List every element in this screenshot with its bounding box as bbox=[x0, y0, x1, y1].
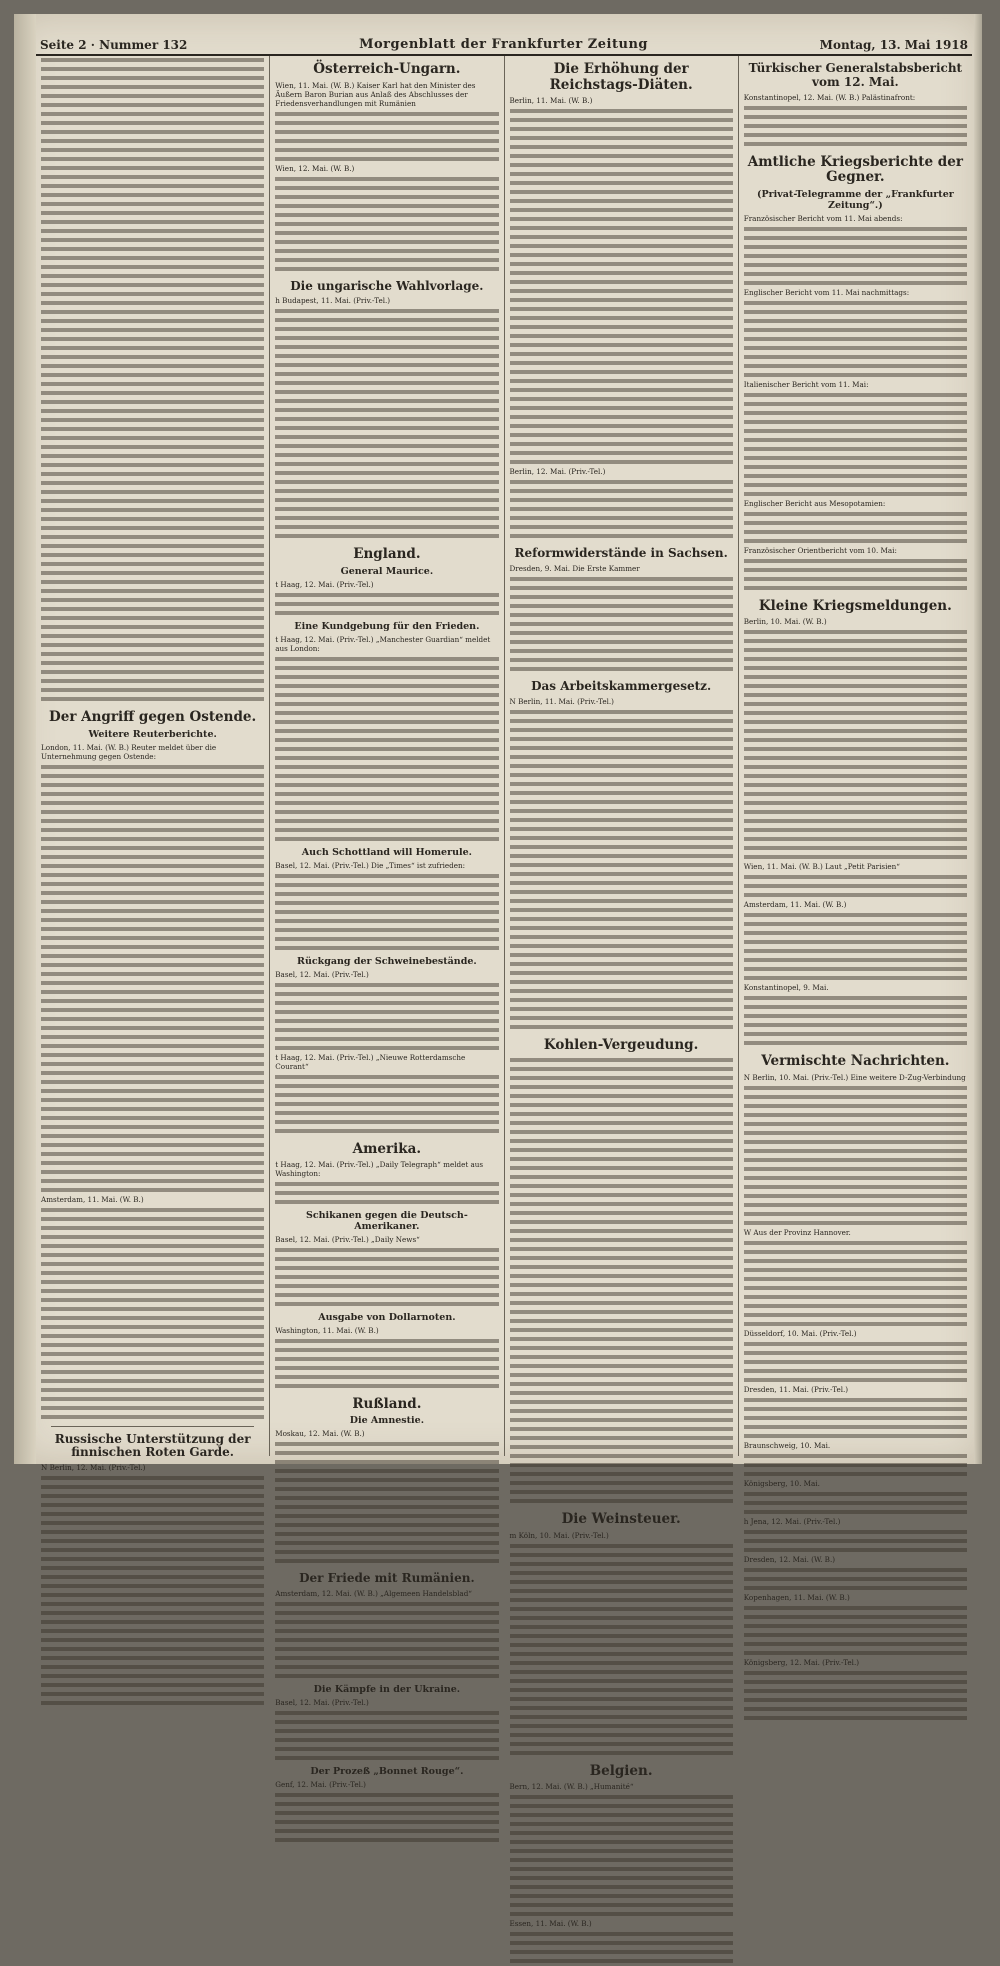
body-text bbox=[41, 1206, 264, 1422]
dateline: Konstantinopel, 12. Mai. (W. B.) Palästinafront: bbox=[743, 92, 916, 102]
dateline: N Berlin, 11. Mai. (Priv.-Tel.) bbox=[509, 696, 614, 706]
body-text bbox=[275, 981, 498, 1053]
dateline: h Budapest, 11. Mai. (Priv.-Tel.) bbox=[275, 296, 391, 306]
dateline: Amsterdam, 12. Mai. (W. B.) „Algemeen Handelsblad“ bbox=[275, 1589, 472, 1599]
dateline: Basel, 12. Mai. (Priv.-Tel.) bbox=[275, 1698, 369, 1708]
body-text bbox=[275, 591, 498, 618]
article-subheading: Die Amnestie. bbox=[349, 1415, 425, 1427]
dateline: Englischer Bericht aus Mesopotamien: bbox=[743, 498, 886, 508]
dateline: Französischer Bericht vom 11. Mai abends: bbox=[743, 213, 903, 223]
body-text bbox=[510, 708, 733, 1032]
body-text bbox=[744, 628, 967, 862]
body-text bbox=[744, 1340, 967, 1385]
article-heading: Der Friede mit Rumänien. bbox=[299, 1571, 475, 1586]
column-3 bbox=[505, 56, 739, 1929]
dateline: Kopenhagen, 11. Mai. (W. B.) bbox=[743, 1592, 850, 1602]
body-text bbox=[275, 1709, 498, 1763]
dateline: m Köln, 10. Mai. (Priv.-Tel.) bbox=[509, 1530, 609, 1540]
dateline: t Haag, 12. Mai. (Priv.-Tel.) „Nieuwe Rotterdamsche Courant“ bbox=[275, 1052, 466, 1071]
dateline: Französischer Orientbericht vom 10. Mai: bbox=[743, 545, 897, 555]
dateline: t Haag, 12. Mai. (Priv.-Tel.) bbox=[275, 579, 374, 589]
article-heading: Das Arbeitskammergesetz. bbox=[531, 678, 712, 693]
dateline: Washington, 11. Mai. (W. B.) bbox=[275, 1325, 379, 1335]
body-text bbox=[510, 575, 733, 674]
dateline: N Berlin, 12. Mai. (Priv.-Tel.) bbox=[41, 1463, 146, 1473]
page-binding bbox=[14, 14, 36, 1464]
article-heading: Kohlen-Vergeudung. bbox=[543, 1036, 699, 1053]
body-text bbox=[744, 1239, 967, 1329]
body-text bbox=[275, 1791, 498, 1845]
dateline: Essen, 11. Mai. (W. B.) bbox=[509, 1919, 592, 1929]
dateline: Königsberg, 10. Mai. bbox=[743, 1478, 820, 1488]
article-heading: Schikanen gegen die Deutsch-Amerikaner. bbox=[305, 1210, 468, 1233]
body-text bbox=[744, 104, 967, 149]
body-text bbox=[275, 1180, 498, 1207]
body-text bbox=[744, 1452, 967, 1479]
body-text bbox=[744, 1084, 967, 1228]
dateline: Basel, 12. Mai. (Priv.-Tel.) Die „Times“ ist zufrieden: bbox=[275, 860, 466, 870]
masthead: Morgenblatt der Frankfurter Zeitung bbox=[359, 37, 648, 52]
dateline: Italienischer Bericht vom 11. Mai: bbox=[743, 379, 869, 389]
body-text bbox=[41, 56, 264, 380]
article-heading: Österreich-Ungarn. bbox=[313, 61, 461, 77]
dateline: Berlin, 11. Mai. (W. B.) bbox=[509, 96, 593, 106]
article-subheading: General Maurice. bbox=[340, 565, 434, 577]
article-heading: Eine Kundgebung für den Frieden. bbox=[294, 620, 480, 632]
dateline: Genf, 12. Mai. (Priv.-Tel.) bbox=[275, 1780, 366, 1790]
body-text bbox=[275, 1440, 498, 1566]
article-heading: Kleine Kriegsmeldungen. bbox=[758, 597, 952, 614]
article-heading: Rußland. bbox=[352, 1395, 422, 1412]
article-heading: Vermischte Nachrichten. bbox=[761, 1053, 950, 1070]
body-text bbox=[744, 225, 967, 288]
body-text bbox=[275, 1246, 498, 1309]
body-text bbox=[744, 1566, 967, 1593]
body-text bbox=[744, 391, 967, 499]
body-text bbox=[744, 557, 967, 593]
body-text bbox=[41, 596, 264, 704]
column-area bbox=[36, 56, 972, 1929]
article-heading: Der Angriff gegen Ostende. bbox=[49, 709, 257, 725]
body-text bbox=[510, 1542, 733, 1758]
body-text bbox=[41, 763, 264, 1195]
dateline: Basel, 12. Mai. (Priv.-Tel.) bbox=[275, 969, 369, 979]
article-heading: Reformwiderstände in Sachsen. bbox=[514, 546, 728, 561]
article-subheading: Weitere Reuterberichte. bbox=[88, 728, 217, 740]
dateline: Konstantinopel, 9. Mai. bbox=[743, 983, 829, 993]
dateline: N Berlin, 10. Mai. (Priv.-Tel.) Eine weitere D-Zug-Verbindung bbox=[743, 1072, 966, 1082]
dateline: Dresden, 11. Mai. (Priv.-Tel.) bbox=[743, 1384, 849, 1394]
dateline: Dresden, 12. Mai. (W. B.) bbox=[743, 1554, 836, 1564]
dateline: Amsterdam, 11. Mai. (W. B.) bbox=[41, 1194, 144, 1204]
body-text bbox=[510, 478, 733, 541]
article-heading: Amerika. bbox=[352, 1140, 422, 1157]
dateline: Berlin, 12. Mai. (Priv.-Tel.) bbox=[509, 467, 606, 477]
body-text bbox=[744, 299, 967, 380]
body-text bbox=[275, 655, 498, 844]
dateline: Braunschweig, 10. Mai. bbox=[743, 1440, 831, 1450]
newspaper-page bbox=[14, 14, 982, 1929]
body-text bbox=[510, 1930, 733, 1966]
dateline: Wien, 11. Mai. (W. B.) Kaiser Karl hat den Minister des Äußern Baron Burian aus Anlaß des Abschlusses der Friedensverhandlungen mit Rumänien bbox=[275, 80, 476, 108]
column-2 bbox=[270, 56, 504, 1790]
body-text bbox=[510, 1056, 733, 1506]
column-4 bbox=[739, 56, 972, 1667]
body-text bbox=[275, 872, 498, 953]
body-text bbox=[744, 1669, 967, 1723]
dateline: Königsberg, 12. Mai. (Priv.-Tel.) bbox=[743, 1657, 860, 1667]
article-heading: Türkischer Generalstabsbericht vom 12. Mai. bbox=[748, 61, 963, 89]
issue-date: Montag, 13. Mai 1918 bbox=[819, 38, 968, 52]
dateline: London, 11. Mai. (W. B.) Reuter meldet über die Unternehmung gegen Ostende: bbox=[41, 742, 217, 761]
dateline: Wien, 12. Mai. (W. B.) bbox=[275, 163, 355, 173]
dateline: Bern, 12. Mai. (W. B.) „Humanité“ bbox=[509, 1782, 634, 1792]
article-heading: Auch Schottland will Homerule. bbox=[301, 846, 472, 858]
article-heading: England. bbox=[353, 546, 421, 563]
dateline: Amsterdam, 11. Mai. (W. B.) bbox=[743, 900, 847, 910]
article-heading: Die Weinsteuer. bbox=[561, 1511, 681, 1528]
article-subheading: (Privat-Telegramme der „Frankfurter Zeitung“.) bbox=[757, 188, 954, 211]
body-text bbox=[744, 911, 967, 983]
body-text bbox=[275, 1337, 498, 1391]
article-heading: Der Prozeß „Bonnet Rouge“. bbox=[310, 1766, 464, 1778]
page-number: Seite 2 · Nummer 132 bbox=[40, 38, 188, 52]
article-heading: Die Kämpfe in der Ukraine. bbox=[313, 1684, 461, 1696]
article-heading: Rückgang der Schweinebestände. bbox=[297, 955, 477, 967]
body-text bbox=[41, 1474, 264, 1708]
body-text bbox=[275, 1600, 498, 1681]
article-heading: Die ungarische Wahlvorlage. bbox=[290, 278, 484, 293]
body-text bbox=[41, 380, 264, 596]
body-text bbox=[744, 873, 967, 900]
body-text bbox=[744, 994, 967, 1048]
article-heading: Die Erhöhung der Reichstags-Diäten. bbox=[549, 61, 693, 93]
article-heading: Ausgabe von Dollarnoten. bbox=[318, 1311, 456, 1323]
dateline: t Haag, 12. Mai. (Priv.-Tel.) „Manchester Guardian“ meldet aus London: bbox=[275, 634, 491, 653]
dateline: Berlin, 10. Mai. (W. B.) bbox=[743, 617, 827, 627]
dateline: Wien, 11. Mai. (W. B.) Laut „Petit Parisien“ bbox=[743, 862, 900, 872]
dateline: Moskau, 12. Mai. (W. B.) bbox=[275, 1429, 365, 1439]
body-text bbox=[275, 110, 498, 164]
body-text bbox=[744, 1604, 967, 1658]
page-header bbox=[36, 30, 972, 56]
body-text bbox=[744, 510, 967, 546]
page-edge bbox=[974, 14, 982, 1464]
dateline: Düsseldorf, 10. Mai. (Priv.-Tel.) bbox=[743, 1328, 857, 1338]
dateline: Englischer Bericht vom 11. Mai nachmittags: bbox=[743, 287, 910, 297]
section-divider bbox=[51, 1426, 254, 1427]
body-text bbox=[744, 1490, 967, 1517]
body-text bbox=[744, 1528, 967, 1555]
dateline: t Haag, 12. Mai. (Priv.-Tel.) „Daily Telegraph“ meldet aus Washington: bbox=[275, 1160, 484, 1179]
column-1 bbox=[36, 56, 270, 1473]
body-text bbox=[275, 307, 498, 541]
body-text bbox=[275, 175, 498, 274]
dateline: h Jena, 12. Mai. (Priv.-Tel.) bbox=[743, 1516, 841, 1526]
article-heading: Russische Unterstützung der finnischen Roten Garde. bbox=[54, 1431, 251, 1460]
dateline: Basel, 12. Mai. (Priv.-Tel.) „Daily News“ bbox=[275, 1234, 420, 1244]
body-text bbox=[744, 1396, 967, 1441]
body-text bbox=[510, 107, 733, 467]
article-heading: Belgien. bbox=[589, 1762, 653, 1779]
body-text bbox=[510, 1793, 733, 1919]
dateline: Dresden, 9. Mai. Die Erste Kammer bbox=[509, 563, 640, 573]
body-text bbox=[275, 1073, 498, 1136]
dateline: W Aus der Provinz Hannover. bbox=[743, 1227, 851, 1237]
article-heading: Amtliche Kriegsberichte der Gegner. bbox=[747, 153, 963, 186]
